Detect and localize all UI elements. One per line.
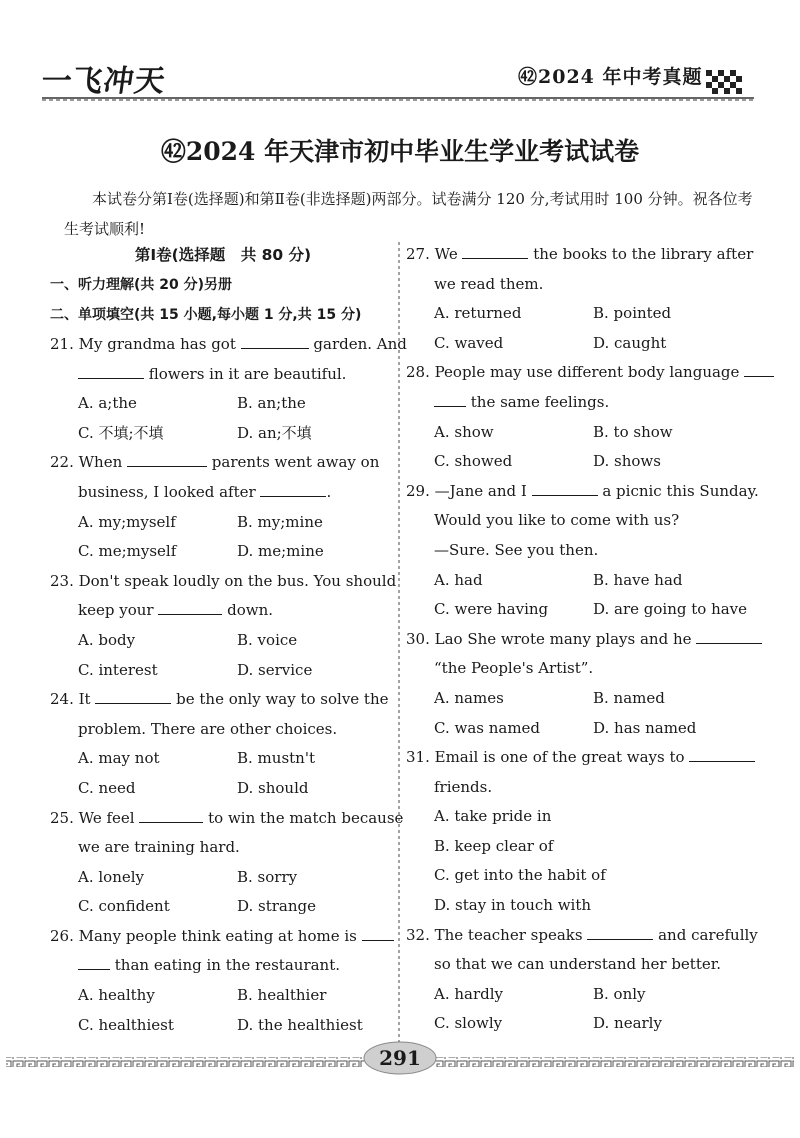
q30-option-c: C. was named: [434, 718, 541, 737]
q26-option-b: B. healthier: [237, 986, 327, 1005]
question-29: [406, 477, 759, 625]
answer-blank: [434, 390, 466, 407]
answer-blank: [744, 360, 774, 377]
q31-stem-line2: friends.: [434, 777, 493, 796]
q23-option-d: D. service: [237, 660, 313, 679]
q23-stem-line1: 23. Don't speak loudly on the bus. You should: [50, 571, 397, 590]
q23-stem-part1: keep your: [78, 601, 159, 620]
q29-stem-line3: —Sure. See you then.: [434, 540, 599, 559]
answer-blank: [78, 362, 144, 379]
q23-option-b: B. voice: [237, 630, 298, 649]
q26-stem-part1: 26. Many people think eating at home is: [50, 926, 362, 945]
q32-stem-line2: so that we can understand her better.: [434, 955, 722, 974]
q31-option-c: C. get into the habit of: [434, 866, 606, 885]
q27-option-d: D. caught: [593, 333, 667, 352]
q24-option-a: A. may not: [78, 749, 160, 768]
q27-option-c: C. waved: [434, 333, 504, 352]
q22-stem-part1: 22. When: [50, 453, 128, 472]
q22-stem-part3: business, I looked after: [78, 482, 261, 501]
q26-option-d: D. the healthiest: [237, 1015, 363, 1034]
question-25: [50, 804, 404, 922]
exam-instructions: 本试卷分第Ⅰ卷(选择题)和第Ⅱ卷(非选择题)两部分。试卷满分 120 分,考试用时 100 分钟。祝各位考生考试顺利!: [64, 190, 753, 238]
q22-option-b: B. my;mine: [237, 512, 323, 531]
question-21: [50, 330, 407, 448]
answer-blank: [95, 687, 171, 704]
checker-decoration: [706, 70, 742, 96]
answer-blank: [158, 598, 222, 615]
q29-option-d: D. are going to have: [593, 600, 748, 619]
answer-blank: [260, 480, 326, 497]
left-column: [50, 240, 407, 1040]
q29-option-c: C. were having: [434, 600, 549, 619]
question-27: [406, 240, 752, 358]
section-single-choice: 二、单项填空(共 15 小题,每小题 1 分,共 15 分): [50, 307, 362, 323]
q31-option-a: A. take pride in: [434, 807, 552, 826]
q21-stem-part3: flowers in it are beautiful.: [144, 364, 347, 383]
q29-option-a: A. had: [434, 570, 483, 589]
q28-option-c: C. showed: [434, 452, 513, 471]
q27-stem-part2: the books to the library after: [528, 245, 754, 263]
q22-option-a: A. my;myself: [78, 512, 176, 531]
answer-blank: [241, 332, 309, 349]
q24-option-d: D. should: [237, 778, 309, 797]
q21-stem-part2: garden. And: [308, 335, 407, 353]
answer-blank: [696, 627, 762, 644]
answer-blank: [362, 924, 394, 941]
answer-blank: [532, 479, 598, 496]
q29-stem-part2: a picnic this Sunday.: [597, 481, 759, 500]
q29-stem-line2: Would you like to come with us?: [434, 511, 680, 530]
q21-stem-part1: 21. My grandma has got: [50, 335, 241, 353]
answer-blank: [587, 923, 653, 940]
answer-blank: [127, 450, 207, 467]
q28-stem-part2: the same feelings.: [466, 392, 610, 411]
q32-option-c: C. slowly: [434, 1014, 503, 1033]
question-22: [50, 448, 396, 566]
q30-option-d: D. has named: [593, 718, 697, 737]
answer-blank: [139, 806, 203, 823]
header-divider: [42, 97, 754, 101]
q21-option-b: B. an;the: [237, 394, 306, 413]
question-23: [50, 567, 396, 685]
q21-option-a: A. a;the: [78, 394, 137, 413]
q28-option-a: A. show: [434, 422, 494, 441]
q23-option-a: A. body: [78, 630, 136, 649]
q31-stem-part1: 31. Email is one of the great ways to: [406, 748, 690, 767]
q25-stem-part1: 25. We feel: [50, 808, 140, 827]
question-28: [406, 358, 752, 476]
q21-option-c: C. 不填;不填: [78, 423, 164, 442]
q27-stem-line2: we read them.: [434, 274, 544, 293]
answer-blank: [689, 745, 755, 762]
q26-option-a: A. healthy: [78, 986, 155, 1005]
q32-stem-part1: 32. The teacher speaks: [406, 925, 588, 944]
question-26: [50, 922, 396, 1040]
q25-option-c: C. confident: [78, 897, 170, 916]
q31-option-d: D. stay in touch with: [434, 896, 592, 915]
q30-option-a: A. names: [434, 688, 504, 707]
section-listening: 一、听力理解(共 20 分)另册: [50, 277, 233, 293]
question-32: [406, 921, 758, 1039]
q25-stem-line2: we are training hard.: [78, 838, 240, 857]
q30-stem-line2: “the People's Artist”.: [434, 659, 594, 678]
q32-option-b: B. only: [593, 984, 646, 1003]
right-column: [406, 240, 759, 1039]
q29-stem-part1: 29. —Jane and I: [406, 481, 532, 500]
q25-option-d: D. strange: [237, 897, 317, 916]
page-title: ㊷2024 年天津市初中毕业生学业考试试卷: [160, 137, 640, 166]
q24-stem-line2: problem. There are other choices.: [78, 719, 338, 738]
answer-blank: [78, 953, 110, 970]
q28-stem-part1: 28. People may use different body language: [406, 363, 745, 382]
part-title: 第Ⅰ卷(选择题 共 80 分): [134, 246, 312, 264]
q32-option-a: A. hardly: [434, 984, 504, 1003]
question-31: [406, 743, 752, 921]
q22-stem-part4: .: [326, 482, 332, 501]
q27-option-a: A. returned: [434, 304, 522, 323]
q32-option-d: D. nearly: [593, 1014, 662, 1033]
q28-option-d: D. shows: [593, 452, 661, 471]
answer-blank: [462, 242, 528, 259]
q26-option-c: C. healthiest: [78, 1015, 174, 1034]
q32-stem-part2: and carefully: [653, 925, 758, 944]
series-label: ㊷2024 年中考真题: [518, 66, 703, 88]
q22-option-d: D. me;mine: [237, 542, 324, 561]
q21-option-d: D. an;不填: [237, 423, 312, 442]
q25-stem-part2: to win the match because: [203, 808, 404, 827]
question-30: [406, 625, 752, 743]
brand-logo: 一飞冲天: [39, 64, 168, 99]
page-number: 291: [379, 1046, 421, 1070]
q22-option-c: C. me;myself: [78, 542, 177, 561]
q29-option-b: B. have had: [593, 570, 683, 589]
q27-stem-part1: 27. We: [406, 245, 463, 263]
q27-option-b: B. pointed: [593, 304, 672, 323]
q23-option-c: C. interest: [78, 660, 158, 679]
question-24: [50, 685, 396, 803]
q26-stem-part2: than eating in the restaurant.: [110, 956, 341, 975]
q28-option-b: B. to show: [593, 422, 673, 441]
q25-option-b: B. sorry: [237, 867, 298, 886]
q30-stem-part1: 30. Lao She wrote many plays and he: [406, 629, 697, 648]
q24-stem-part2: be the only way to solve the: [171, 690, 389, 709]
q23-stem-part2: down.: [222, 601, 273, 620]
q31-option-b: B. keep clear of: [434, 836, 554, 855]
q30-option-b: B. named: [593, 688, 665, 707]
column-divider: [398, 242, 400, 1042]
q24-option-b: B. mustn't: [237, 749, 315, 768]
q22-stem-part2: parents went away on: [207, 453, 380, 472]
q24-option-c: C. need: [78, 778, 136, 797]
q25-option-a: A. lonely: [78, 867, 145, 886]
q24-stem-part1: 24. It: [50, 690, 96, 709]
